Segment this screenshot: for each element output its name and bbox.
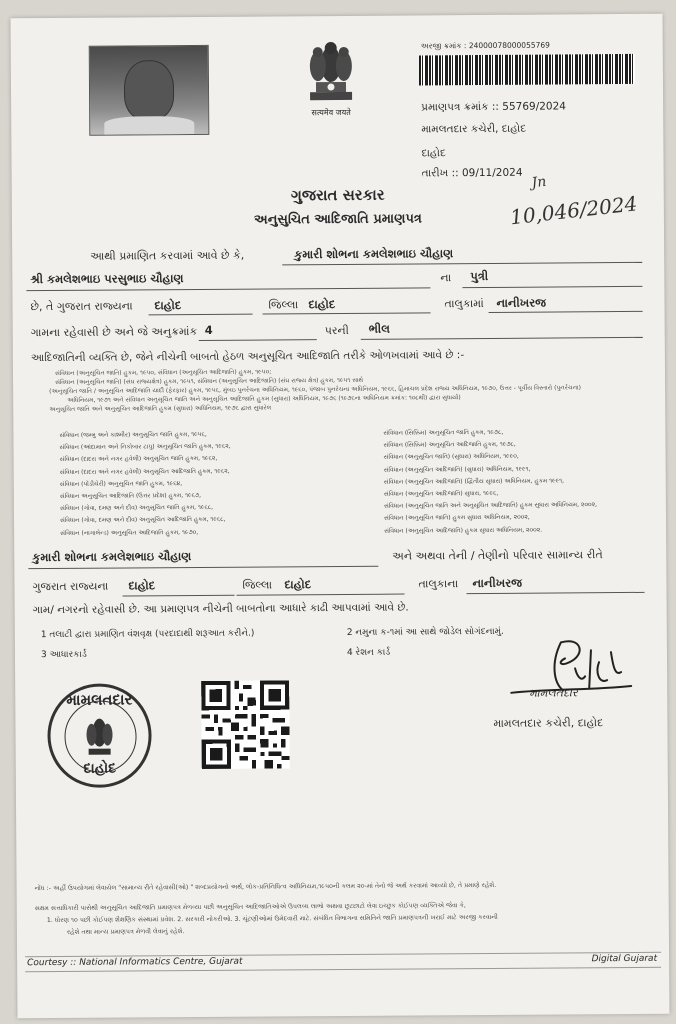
note-3: 1. ધોરણ ૧૦ પછી કોઈપણ શૈક્ષણિક સંસ્થામાં પ્રવેશ. 2. સરકારી નોકરીઓ. 3. ચૂંટણીઓમાં ઉમેદવારી માટે. સંબંધિત વિભાગના સમિતિને જાતિ પ્રમાણપત્રની ખરાઈ માટે અરજી કરવાની xyxy=(46,913,498,925)
seal-top-text: મામલતદાર xyxy=(66,690,133,709)
order-left-line: સંવિધાન (જમ્મુ અને કાશ્મીર) અનુસૂચિત જાતિ હુકમ, ૧૯૫૬, xyxy=(59,430,207,439)
order-left-line: સંવિધાન (પોંડીચેરી) અનુસૂચિત જાતિ હુકમ, ૧૯૬૪, xyxy=(59,479,183,488)
order-right-line: સંવિધાન (અનુસૂચિત આદિજાતિ) (દ્વિતીય સુધારા) અધિનિયમ, હુકમ ૧૯૯૧, xyxy=(383,477,565,486)
application-number: અરજી ક્રમાંક : 24000078000055769 xyxy=(420,40,550,51)
order-left-line: સંવિધાન (દાદરા અને નગર હવેલી) અનુસૂચિત જાતિ હુકમ, ૧૯૬૨, xyxy=(59,455,218,464)
family-statement: અને અથવા તેની / તેણીનો પરિવાર સામાન્ય રીતે xyxy=(392,548,603,563)
government-title: ગુજરાત સરકાર xyxy=(290,185,385,205)
signatory-designation: મામલતદાર xyxy=(529,686,578,700)
basis-item-1: 1 તલાટી દ્વારા પ્રમાણિત વંશવૃક્ષ (પરદાદાથી શરૂઆત કરીને.) xyxy=(40,628,255,641)
taluka-label-2: તાલુકાના xyxy=(418,577,459,591)
certificate-title: અનુસુચિત આદિજાતિ પ્રમાણપત્ર xyxy=(253,211,422,228)
order-top-line: (અનુસૂચિત જાતિ / અનુસૂચિત આદિજાતિ યાદી (ફેરફાર) હુકમ, ૧૯૫૬, મુંબઇ પુનર્રચના અધિનિયમ, ૧૯૬૦, પંજાબ પુનર્રચના અધિનિયમ, ૧૯૬૬, હિમાચલ પ્રદેશ રાજ્ય અધિનિયમ, ૧૯૭૦, ઉત્તર - પૂર્વીય વિસ્તારો (પુનર્રચના) xyxy=(49,384,581,396)
order-right-line: સંવિધાન (અનુસૂચિત આદિજાતિ) સુધારા, ૧૯૯૬, xyxy=(383,489,499,498)
order-left-line: સંવિધાન (આંદામાન અને નિકોબાર ટાપુ) અનુસૂચિત જાતિ હુકમ, ૧૯૬૨, xyxy=(59,442,231,452)
signatory-office: મામલતદાર કચેરી, દાહોદ xyxy=(493,716,604,730)
basis-item-2: 2 નમુના ક-૧માં આ સાથે જોડેલ સોગંદનામું. xyxy=(346,626,504,638)
order-left-line: સંવિધાન અનુસૂચિત આદિજાતિ (ઉત્તર પ્રદેશ) હુકમ, ૧૯૬૭, xyxy=(59,491,202,500)
basis-item-4: 4 રેશન કાર્ડ xyxy=(346,647,391,658)
note-4: રહેશે તથા માન્ય પ્રમાણપત્ર મેળવી લેવાનું રહેશે. xyxy=(66,928,185,936)
seal-emblem-icon xyxy=(84,713,114,757)
order-right-line: સંવિધાન (અનુસૂચિત જાતિ) (સુધારા) અધિનિયમ, ૧૯૯૦, xyxy=(383,453,519,462)
district-name: દાહોદ xyxy=(308,297,336,312)
basis-statement: ગામ/ નગરનો રહેવાસી છે. આ પ્રમાણપત્ર નીચેની બાબતોના આધારે કાઢી આપવામાં આવે છે. xyxy=(32,601,409,617)
order-top-line: સંવિધાન (અનુસૂચિત જાતિ) (સંઘ રાજ્યક્ષેત્ર) હુકમ, ૧૯૫૧, સંવિધાન (અનુસૂચિત આદિજાતિ) (સંઘ રાજ્ય ક્ષેત્ર) હુકમ, ૧૯૫૧ સાથે xyxy=(55,376,364,386)
person-name-repeat: કુમારી શોભના કમલેશભાઇ ચૌહાણ xyxy=(32,549,192,565)
office-seal xyxy=(47,683,152,788)
order-right-line: સંવિધાન (સિક્કિમ) અનુસૂચિત જાતિ હુકમ, ૧૯૭૮, xyxy=(383,428,504,437)
taluka-name-2: નાનીખરજ xyxy=(472,575,523,591)
order-top-line: અધિનિયમ, ૧૯૭૧ અને સંવિધાન અનુસૂચિત જાતિ અને અનુસૂચિત આદિજાતિ હુકમ (સુધારા) અધિનિયમ, ૧૯૭૬ (૧૯૭૬ના અધિનિયમ ક્રમાંક: ૧૦૮થી) દ્વારા સુધાર્યા) xyxy=(67,394,461,404)
parent-name: શ્રી કમલેશભાઇ પરસુભાઇ ચૌહાણ xyxy=(30,271,184,287)
qr-code xyxy=(201,680,290,769)
order-right-line: સંવિધાન (અનુસૂચિત આદિજાતિ) હુકમ સુધારા અધિનિયમ, ૨૦૦૨. xyxy=(384,526,543,535)
barcode xyxy=(419,54,635,86)
order-right-line: સંવિધાન (અનુસૂચિત જાતિ અને અનુસૂચિત આદિજાતિ) હુકમ સુધારા અધિનિયમ, ૨૦૦૨, xyxy=(383,501,598,510)
resident-label: ગામના રહેવાસી છે અને જે અનુક્રમાંક xyxy=(30,324,198,340)
issue-date: તારીખ :: 09/11/2024 xyxy=(421,166,523,180)
taluka-name: નાનીખરજ xyxy=(496,295,547,310)
district-label: જિલ્લા xyxy=(268,298,299,312)
order-left-line: સંવિધાન (દાદરા અને નગર હવેલી) અનુસૂચિત આદિજાતિ હુકમ, ૧૯૬૨, xyxy=(59,467,230,476)
applicant-face xyxy=(124,60,174,120)
district-name-2: દાહોદ xyxy=(284,577,312,592)
applicant-photo xyxy=(89,45,210,136)
footer-portal: Digital Gujarat xyxy=(591,953,658,965)
order-left-line: સંવિધાન (ગોવા, દમણ અને દીવ) અનુસૂચિત આદિજાતિ હુકમ, ૧૯૬૮, xyxy=(60,516,226,525)
orders-left-list xyxy=(59,428,390,540)
footer-courtesy: Courtesy :: National Informatics Centre, Gujarat xyxy=(27,956,243,969)
order-right-line: સંવિધાન (અનુસૂચિત જાતિ) હુકમ સુધારા અધિનિયમ, ૨૦૦૨, xyxy=(383,514,530,523)
state-prefix: છે, તે ગુજરાત રાજ્યના xyxy=(30,299,133,314)
order-left-line: સંવિધાન (નાગાલેન્ડ) અનુસૂચિત આદિજાતિ હુકમ, ૧૯૭૦, xyxy=(60,528,199,537)
certificate-page xyxy=(11,14,670,1019)
relation-label: ના xyxy=(440,271,452,285)
village-name: દાહોદ xyxy=(154,298,182,313)
orders-right-list xyxy=(383,426,660,538)
serial-number: 4 xyxy=(204,322,213,337)
certify-prefix: આથી પ્રમાણિત કરવામાં આવે છે કે, xyxy=(90,248,245,263)
handwritten-number: 10,046/2024 xyxy=(508,191,639,230)
issuing-office: મામલતદાર કચેરી, દાહોદ xyxy=(421,122,527,136)
basis-item-3: 3 આધારકાર્ડ xyxy=(40,649,87,661)
district-label-2: જિલ્લા xyxy=(242,578,273,592)
order-left-line: સંવિધાન (ગોવા, દમણ અને દીવ) અનુસૂચિત જાતિ હુકમ, ૧૯૬૮, xyxy=(59,504,214,513)
taluka-label: તાલુકામાં xyxy=(444,296,484,311)
certificate-number: પ્રમાણપત્ર ક્રમાંક :: 55769/2024 xyxy=(421,100,566,114)
applicant-shirt xyxy=(104,116,194,135)
national-emblem-icon xyxy=(296,34,367,106)
order-right-line: સંવિધાન (સિક્કિમ) અનુસૂચિત આદિજાતિ હુકમ, ૧૯૭૮, xyxy=(383,440,516,449)
orders-top-list xyxy=(49,365,649,414)
order-top-line: અનુસૂચિત જાતિ અને અનુસૂચિત આદિજાતિ હુકમ (સુધારા) અધિનિયમ, ૧૯૭૬ દ્વારા સુધારેલ xyxy=(49,404,272,414)
person-name: કુમારી શોભના કમલેશભાઇ ચૌહાણ xyxy=(294,246,454,262)
handwritten-initial: Jn xyxy=(530,173,548,192)
note-2: સક્ષમ સત્તાધિકારી પાસેથી અનુસૂચિત આદિજાતિ પ્રમાણપત્ર મેળવ્યા પછી અનુસૂચિત આદિજાતિઓએ ઉપલબ્ધ લાભો અથવા છૂટછાટો લેવા ઇચ્છુક કોઈપણ વ્યક્તિએ જેવા કે, xyxy=(34,902,466,913)
note-1: નોંધ :- અહીં ઉપયોગમાં લેવાયેલ "સામાન્ય રીતે રહેવાસી(ઓ) " શબ્દપ્રયોગનો અર્થ, લોક-પ્રતિનિધિત્વ અધિનિયમ,૧૯૫૦ની કલમ ૨૦-માં તેનો જે અર્થ કરવામાં આવ્યો છે, તે પ્રમાણે રહેશે. xyxy=(34,881,497,893)
footer-bar xyxy=(25,952,661,972)
state-prefix-2: ગુજરાત રાજ્યના xyxy=(32,579,109,594)
seal-bottom-text: દાહોદ xyxy=(83,760,117,777)
order-right-line: સંવિધાન (અનુસૂચિત આદિજાતિ) (સુધારા) અધિનિયમ, ૧૯૯૧, xyxy=(383,465,531,474)
tribe-name: ભીલ xyxy=(368,321,390,336)
village-name-2: દાહોદ xyxy=(128,578,156,593)
tribe-label: પરની xyxy=(324,323,349,338)
recognition-statement: આદિજાતિની વ્યક્તિ છે, જેને નીચેની બાબતો હેઠળ અનુસૂચિત આદિજાતિ તરીકે ઓળખવામાં આવે છે :- xyxy=(30,349,465,365)
issuing-place: દાહોદ xyxy=(421,147,446,160)
order-top-line: સંવિધાન (અનુસૂચિત જાતિ) હુકમ, ૧૯૫૦, સંવિધાન (અનુસૂચિત આદિજાતિ) હુકમ, ૧૯૫૦; xyxy=(54,368,272,377)
relation-value: પુત્રી xyxy=(470,268,489,284)
emblem-motto: सत्यमेव जयते xyxy=(311,107,351,118)
